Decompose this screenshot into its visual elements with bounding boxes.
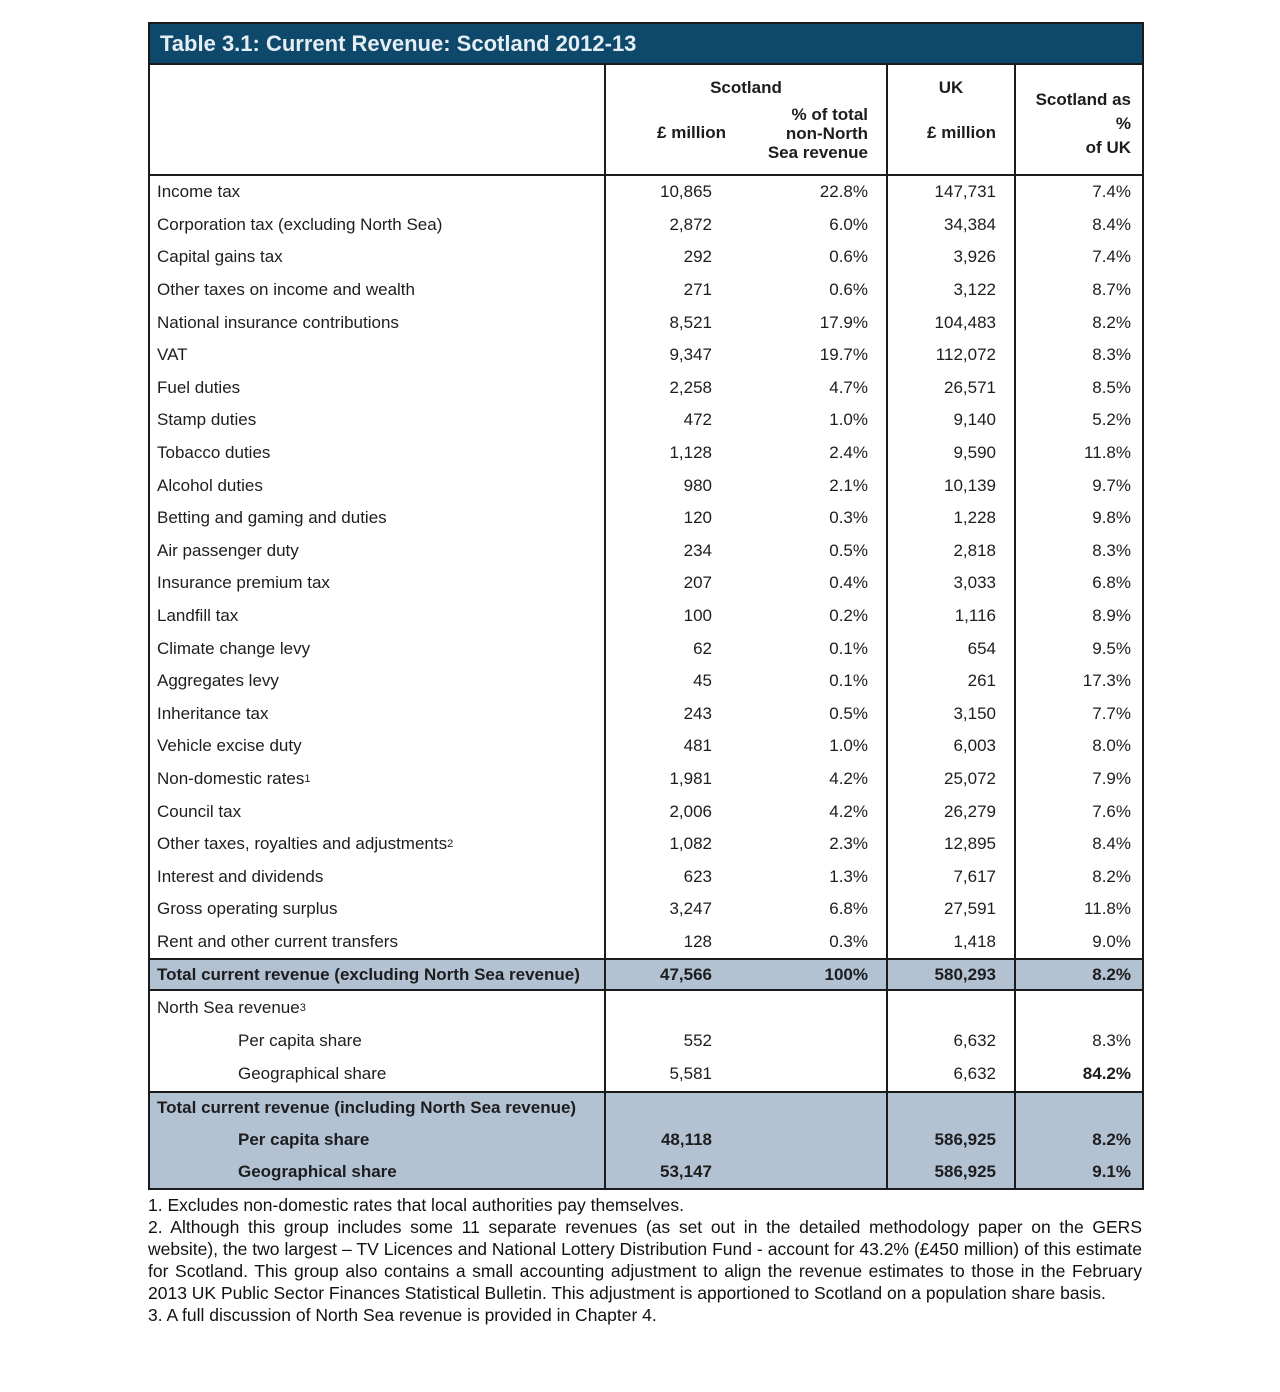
scotland-share-of-uk-value: 7.9% <box>1014 763 1142 796</box>
scotland-million-value: 10,865 <box>604 176 746 209</box>
per-capita-uk-million: 6,632 <box>886 1025 1014 1058</box>
uk-million-value: 12,895 <box>886 828 1014 861</box>
scotland-million-value: 1,082 <box>604 828 746 861</box>
revenue-category-text: Tobacco duties <box>157 443 271 463</box>
revenue-category-label <box>150 176 604 209</box>
revenue-category-label <box>150 274 604 307</box>
per-capita-scotland-million: 48,118 <box>604 1123 746 1155</box>
table-row <box>150 860 1142 893</box>
empty-cell <box>604 1093 746 1123</box>
revenue-category-text: Aggregates levy <box>157 671 279 691</box>
revenue-category-label <box>150 241 604 274</box>
revenue-rows <box>150 176 1142 958</box>
scotland-million-value: 234 <box>604 535 746 568</box>
empty-cell <box>604 991 746 1024</box>
table-row <box>150 632 1142 665</box>
scotland-percent-value: 2.3% <box>829 834 868 854</box>
scotland-million-value: 8,521 <box>604 306 746 339</box>
uk-million-value: 10,139 <box>886 469 1014 502</box>
ratio-header-line2: of UK <box>1085 137 1131 157</box>
table-row <box>150 698 1142 731</box>
footnote-3: 3. A full discussion of North Sea revenue is provided in Chapter 4. <box>148 1305 657 1325</box>
revenue-category-text: Betting and gaming and duties <box>157 508 387 528</box>
ratio-header-line1: Scotland as % <box>1035 89 1131 133</box>
scotland-million-value: 45 <box>604 665 746 698</box>
uk-million-header: £ million <box>927 123 996 142</box>
empty-cell <box>886 1093 1014 1123</box>
total-excl-ratio: 8.2% <box>1014 960 1142 989</box>
table-row <box>150 535 1142 568</box>
uk-million-value: 261 <box>886 665 1014 698</box>
revenue-category-text: Income tax <box>157 182 241 202</box>
total-excl-scotland-percent: 100% <box>824 964 868 984</box>
total-excl-north-sea-row <box>150 958 1142 991</box>
scotland-percent-header-line1: % of total <box>791 105 868 124</box>
uk-million-value: 147,731 <box>886 176 1014 209</box>
scotland-percent-value: 0.5% <box>829 540 868 560</box>
revenue-table <box>148 22 1144 1190</box>
scotland-percent-value: 1.0% <box>829 736 868 756</box>
table-row <box>150 763 1142 796</box>
revenue-category-text: Alcohol duties <box>157 475 263 495</box>
uk-million-value: 6,003 <box>886 730 1014 763</box>
scotland-share-of-uk-value: 9.0% <box>1014 926 1142 959</box>
revenue-category-text: Rent and other current transfers <box>157 931 398 951</box>
per-capita-ratio: 8.3% <box>1014 1025 1142 1058</box>
scotland-million-value: 1,981 <box>604 763 746 796</box>
scotland-percent-value: 2.1% <box>829 475 868 495</box>
scotland-share-of-uk-value: 9.5% <box>1014 632 1142 665</box>
total-excl-uk-million: 580,293 <box>886 960 1014 989</box>
scotland-million-value: 3,247 <box>604 893 746 926</box>
empty-cell <box>886 991 1014 1024</box>
table-row <box>150 437 1142 470</box>
total-incl-north-sea-header-row <box>150 1091 1142 1123</box>
scotland-million-value: 9,347 <box>604 339 746 372</box>
revenue-category-text: Landfill tax <box>157 606 239 626</box>
revenue-category-label <box>150 632 604 665</box>
table-row <box>150 241 1142 274</box>
scotland-million-header: £ million <box>657 123 726 142</box>
revenue-category-label <box>150 502 604 535</box>
scotland-share-of-uk-value: 8.5% <box>1014 372 1142 405</box>
north-sea-revenue-label: North Sea revenue 3 <box>157 997 306 1017</box>
scotland-percent-value: 0.6% <box>829 280 868 300</box>
total-excl-label: Total current revenue (excluding North Sea revenue) <box>157 964 580 984</box>
uk-million-value: 1,116 <box>886 600 1014 633</box>
empty-cell <box>746 1123 886 1155</box>
table-row <box>150 828 1142 861</box>
north-sea-revenue-label-text: North Sea revenue <box>157 997 300 1017</box>
geographical-share-label: Geographical share <box>238 1064 387 1084</box>
revenue-category-text: National insurance contributions <box>157 312 399 332</box>
scotland-share-of-uk-value: 6.8% <box>1014 567 1142 600</box>
scotland-million-value: 2,872 <box>604 209 746 242</box>
scotland-percent-value: 0.4% <box>829 573 868 593</box>
scotland-percent-value: 6.0% <box>829 214 868 234</box>
scotland-header-cell <box>604 65 886 174</box>
revenue-category-text: Council tax <box>157 801 242 821</box>
revenue-category-label <box>150 567 604 600</box>
table-row <box>150 274 1142 307</box>
scotland-share-of-uk-value: 7.4% <box>1014 176 1142 209</box>
table-row <box>150 469 1142 502</box>
scotland-percent-value: 0.3% <box>829 931 868 951</box>
table-title: Table 3.1: Current Revenue: Scotland 2012-13 <box>150 24 1142 65</box>
scotland-share-of-uk-value: 11.8% <box>1014 893 1142 926</box>
table-row <box>150 306 1142 339</box>
scotland-share-of-uk-value: 8.0% <box>1014 730 1142 763</box>
scotland-million-value: 2,258 <box>604 372 746 405</box>
revenue-category-text: Corporation tax (excluding North Sea) <box>157 214 443 234</box>
geographical-uk-million: 586,925 <box>886 1156 1014 1188</box>
table-row <box>150 893 1142 926</box>
uk-million-value: 26,571 <box>886 372 1014 405</box>
revenue-category-text: Gross operating surplus <box>157 899 338 919</box>
empty-cell <box>746 1156 886 1188</box>
scotland-percent-value: 22.8% <box>819 182 868 202</box>
scotland-percent-value: 4.2% <box>829 801 868 821</box>
geographical-share-label: Geographical share <box>238 1161 397 1181</box>
scotland-million-value: 207 <box>604 567 746 600</box>
scotland-share-of-uk-value: 8.4% <box>1014 828 1142 861</box>
revenue-category-text: Air passenger duty <box>157 540 299 560</box>
uk-million-value: 1,418 <box>886 926 1014 959</box>
revenue-category-text: Insurance premium tax <box>157 573 330 593</box>
scotland-share-of-uk-value: 9.7% <box>1014 469 1142 502</box>
scotland-million-value: 271 <box>604 274 746 307</box>
revenue-category-text: VAT <box>157 345 188 365</box>
empty-cell <box>746 1093 886 1123</box>
total-incl-per-capita-row <box>150 1123 1142 1155</box>
revenue-category-label <box>150 209 604 242</box>
table-row <box>150 176 1142 209</box>
table-row <box>150 665 1142 698</box>
uk-header-cell <box>886 65 1014 174</box>
total-incl-geographical-row <box>150 1156 1142 1188</box>
table-row <box>150 567 1142 600</box>
revenue-category-text: Fuel duties <box>157 377 241 397</box>
north-sea-geographical-row <box>150 1058 1142 1091</box>
per-capita-uk-million: 586,925 <box>886 1123 1014 1155</box>
revenue-category-label <box>150 795 604 828</box>
revenue-category-text: Capital gains tax <box>157 247 283 267</box>
per-capita-scotland-million: 552 <box>604 1025 746 1058</box>
scotland-million-value: 980 <box>604 469 746 502</box>
empty-cell <box>746 991 886 1024</box>
uk-million-value: 9,590 <box>886 437 1014 470</box>
total-excl-scotland-million: 47,566 <box>604 960 746 989</box>
revenue-category-label <box>150 372 604 405</box>
scotland-percent-value: 17.9% <box>819 312 868 332</box>
scotland-percent-value: 6.8% <box>829 899 868 919</box>
empty-cell <box>1014 1093 1142 1123</box>
uk-million-value: 3,122 <box>886 274 1014 307</box>
scotland-million-value: 243 <box>604 698 746 731</box>
scotland-percent-header-line2: non-North <box>785 124 868 143</box>
revenue-category-label <box>150 306 604 339</box>
uk-million-value: 2,818 <box>886 535 1014 568</box>
scotland-share-of-uk-value: 17.3% <box>1014 665 1142 698</box>
scotland-percent-value: 0.2% <box>829 606 868 626</box>
scotland-million-value: 1,128 <box>604 437 746 470</box>
scotland-percent-value: 0.3% <box>829 508 868 528</box>
footnote-2: 2. Although this group includes some 11 separate revenues (as set out in the detailed methodology paper on the GERS website), the two largest – TV Licences and National Lottery Distribution Fund - account for 43.2% (£450 million) of this estimate for Scotland. This group also contains a small accounting adjustment to align the revenue estimates to those in the February 2013 UK Public Sector Finances Statistical Bulletin. This adjustment is apportioned to Scotland on a population share basis. <box>148 1217 1142 1303</box>
geographical-uk-million: 6,632 <box>886 1058 1014 1091</box>
uk-million-value: 26,279 <box>886 795 1014 828</box>
scotland-percent-value: 0.1% <box>829 671 868 691</box>
scotland-share-of-uk-value: 7.7% <box>1014 698 1142 731</box>
uk-million-value: 9,140 <box>886 404 1014 437</box>
scotland-million-value: 128 <box>604 926 746 959</box>
revenue-category-text: Non-domestic rates <box>157 768 305 788</box>
scotland-million-value: 472 <box>604 404 746 437</box>
table-row <box>150 372 1142 405</box>
footnotes <box>148 1194 1142 1326</box>
revenue-category-label <box>150 437 604 470</box>
scotland-share-of-uk-value: 8.9% <box>1014 600 1142 633</box>
table-row <box>150 600 1142 633</box>
scotland-share-of-uk-value: 8.3% <box>1014 339 1142 372</box>
north-sea-per-capita-row <box>150 1025 1142 1058</box>
scotland-share-of-uk-value: 9.8% <box>1014 502 1142 535</box>
scotland-million-value: 2,006 <box>604 795 746 828</box>
footnote-1: 1. Excludes non-domestic rates that local authorities pay themselves. <box>148 1195 684 1215</box>
per-capita-share-label: Per capita share <box>238 1031 362 1051</box>
scotland-share-of-uk-value: 11.8% <box>1014 437 1142 470</box>
uk-million-value: 3,926 <box>886 241 1014 274</box>
table-row <box>150 339 1142 372</box>
scotland-percent-value: 0.6% <box>829 247 868 267</box>
revenue-category-label: Other taxes, royalties and adjustments 2 <box>157 834 454 854</box>
geographical-scotland-million: 5,581 <box>604 1058 746 1091</box>
scotland-million-value: 62 <box>604 632 746 665</box>
revenue-category-label <box>150 665 604 698</box>
scotland-share-of-uk-value: 8.7% <box>1014 274 1142 307</box>
uk-million-value: 112,072 <box>886 339 1014 372</box>
geographical-ratio: 84.2% <box>1014 1058 1142 1091</box>
revenue-category-label <box>150 893 604 926</box>
revenue-category-label <box>150 600 604 633</box>
revenue-category-text: Inheritance tax <box>157 703 269 723</box>
scotland-percent-value: 4.2% <box>829 768 868 788</box>
scotland-percent-header-line3: Sea revenue <box>767 143 868 162</box>
scotland-million-value: 481 <box>604 730 746 763</box>
table-row <box>150 209 1142 242</box>
revenue-category-text: Vehicle excise duty <box>157 736 302 756</box>
scotland-as-pct-of-uk-header <box>1014 65 1142 174</box>
scotland-share-of-uk-value: 5.2% <box>1014 404 1142 437</box>
column-headers <box>150 65 1142 176</box>
scotland-percent-value: 19.7% <box>819 345 868 365</box>
geographical-scotland-million: 53,147 <box>604 1156 746 1188</box>
uk-million-value: 3,150 <box>886 698 1014 731</box>
uk-million-value: 654 <box>886 632 1014 665</box>
uk-million-value: 25,072 <box>886 763 1014 796</box>
scotland-share-of-uk-value: 7.4% <box>1014 241 1142 274</box>
revenue-category-text: Interest and dividends <box>157 866 324 886</box>
scotland-percent-value: 1.0% <box>829 410 868 430</box>
per-capita-ratio: 8.2% <box>1014 1123 1142 1155</box>
scotland-percent-value: 2.4% <box>829 443 868 463</box>
revenue-category-text: Other taxes, royalties and adjustments <box>157 834 448 854</box>
table-row <box>150 730 1142 763</box>
scotland-percent-value: 1.3% <box>829 866 868 886</box>
uk-million-value: 1,228 <box>886 502 1014 535</box>
scotland-share-of-uk-value: 8.2% <box>1014 860 1142 893</box>
scotland-million-value: 292 <box>604 241 746 274</box>
uk-million-value: 7,617 <box>886 860 1014 893</box>
table-row <box>150 404 1142 437</box>
scotland-share-of-uk-value: 8.2% <box>1014 306 1142 339</box>
revenue-category-text: Climate change levy <box>157 638 311 658</box>
revenue-category-label <box>150 926 604 959</box>
revenue-category-text: Stamp duties <box>157 410 257 430</box>
uk-million-value: 27,591 <box>886 893 1014 926</box>
revenue-category-label <box>150 404 604 437</box>
scotland-share-of-uk-value: 8.4% <box>1014 209 1142 242</box>
empty-cell <box>746 1025 886 1058</box>
empty-header-cell <box>150 65 604 174</box>
table-row <box>150 502 1142 535</box>
revenue-category-label <box>150 535 604 568</box>
uk-region-header: UK <box>938 78 964 97</box>
per-capita-share-label: Per capita share <box>238 1129 370 1149</box>
scotland-million-value: 120 <box>604 502 746 535</box>
north-sea-revenue-header-row <box>150 991 1142 1024</box>
revenue-category-label <box>150 860 604 893</box>
total-incl-label: Total current revenue (including North Sea revenue) <box>157 1098 577 1118</box>
revenue-category-text: Other taxes on income and wealth <box>157 280 415 300</box>
uk-million-value: 3,033 <box>886 567 1014 600</box>
scotland-percent-value: 0.1% <box>829 638 868 658</box>
scotland-region-header: Scotland <box>710 78 782 97</box>
scotland-percent-value: 4.7% <box>829 377 868 397</box>
revenue-category-label: Non-domestic rates 1 <box>157 768 311 788</box>
scotland-share-of-uk-value: 8.3% <box>1014 535 1142 568</box>
revenue-category-label <box>150 339 604 372</box>
empty-cell <box>746 1058 886 1091</box>
table-row <box>150 795 1142 828</box>
uk-million-value: 104,483 <box>886 306 1014 339</box>
empty-cell <box>1014 991 1142 1024</box>
revenue-category-label <box>150 469 604 502</box>
uk-million-value: 34,384 <box>886 209 1014 242</box>
revenue-category-label <box>150 730 604 763</box>
scotland-million-value: 623 <box>604 860 746 893</box>
scotland-percent-header <box>768 105 868 162</box>
scotland-million-value: 100 <box>604 600 746 633</box>
revenue-category-label <box>150 698 604 731</box>
table-row <box>150 926 1142 959</box>
scotland-share-of-uk-value: 7.6% <box>1014 795 1142 828</box>
scotland-percent-value: 0.5% <box>829 703 868 723</box>
geographical-ratio: 9.1% <box>1014 1156 1142 1188</box>
